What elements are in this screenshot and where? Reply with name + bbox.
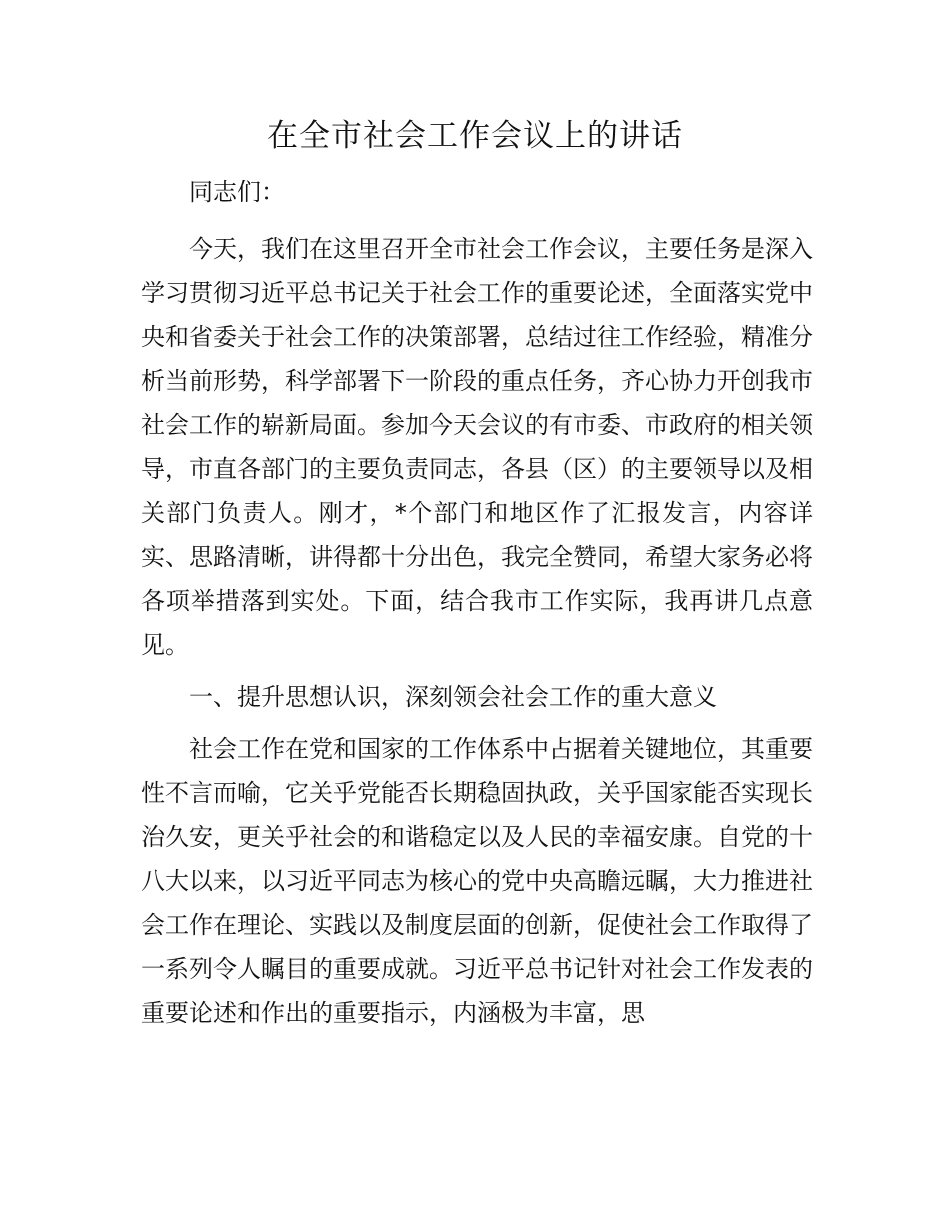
section-heading-1: 一、提升思想认识，深刻领会社会工作的重大意义 xyxy=(189,683,717,711)
document-body xyxy=(141,227,813,1035)
salutation: 同志们： xyxy=(189,178,285,206)
paragraph-intro: 今天，我们在这里召开全市社会工作会议，主要任务是深入学习贯彻习近平总书记关于社会工作的重要论述，全面落实党中央和省委关于社会工作的决策部署，总结过往工作经验，精准分析当前形势，科学部署下一阶段的重点任务，齐心协力开创我市社会工作的崭新局面。参加今天会议的有市委、市政府的相关领导，市直各部门的主要负责同志，各县（区）的主要领导以及相关部门负责人。刚才，*个部门和地区作了汇报发言，内容详实、思路清晰，讲得都十分出色，我完全赞同，希望大家务必将各项举措落到实处。下面，结合我市工作实际，我再讲几点意见。 xyxy=(141,235,813,659)
paragraph-section-1: 社会工作在党和国家的工作体系中占据着关键地位，其重要性不言而喻，它关乎党能否长期稳固执政，关乎国家能否实现长治久安，更关乎社会的和谐稳定以及人民的幸福安康。自党的十八大以来，以习近平同志为核心的党中央高瞻远瞩，大力推进社会工作在理论、实践以及制度层面的创新，促使社会工作取得了一系列令人瞩目的重要成就。习近平总书记针对社会工作发表的重要论述和作出的重要指示，内涵极为丰富，思 xyxy=(141,735,813,1027)
document-title: 在全市社会工作会议上的讲话 xyxy=(267,118,683,154)
